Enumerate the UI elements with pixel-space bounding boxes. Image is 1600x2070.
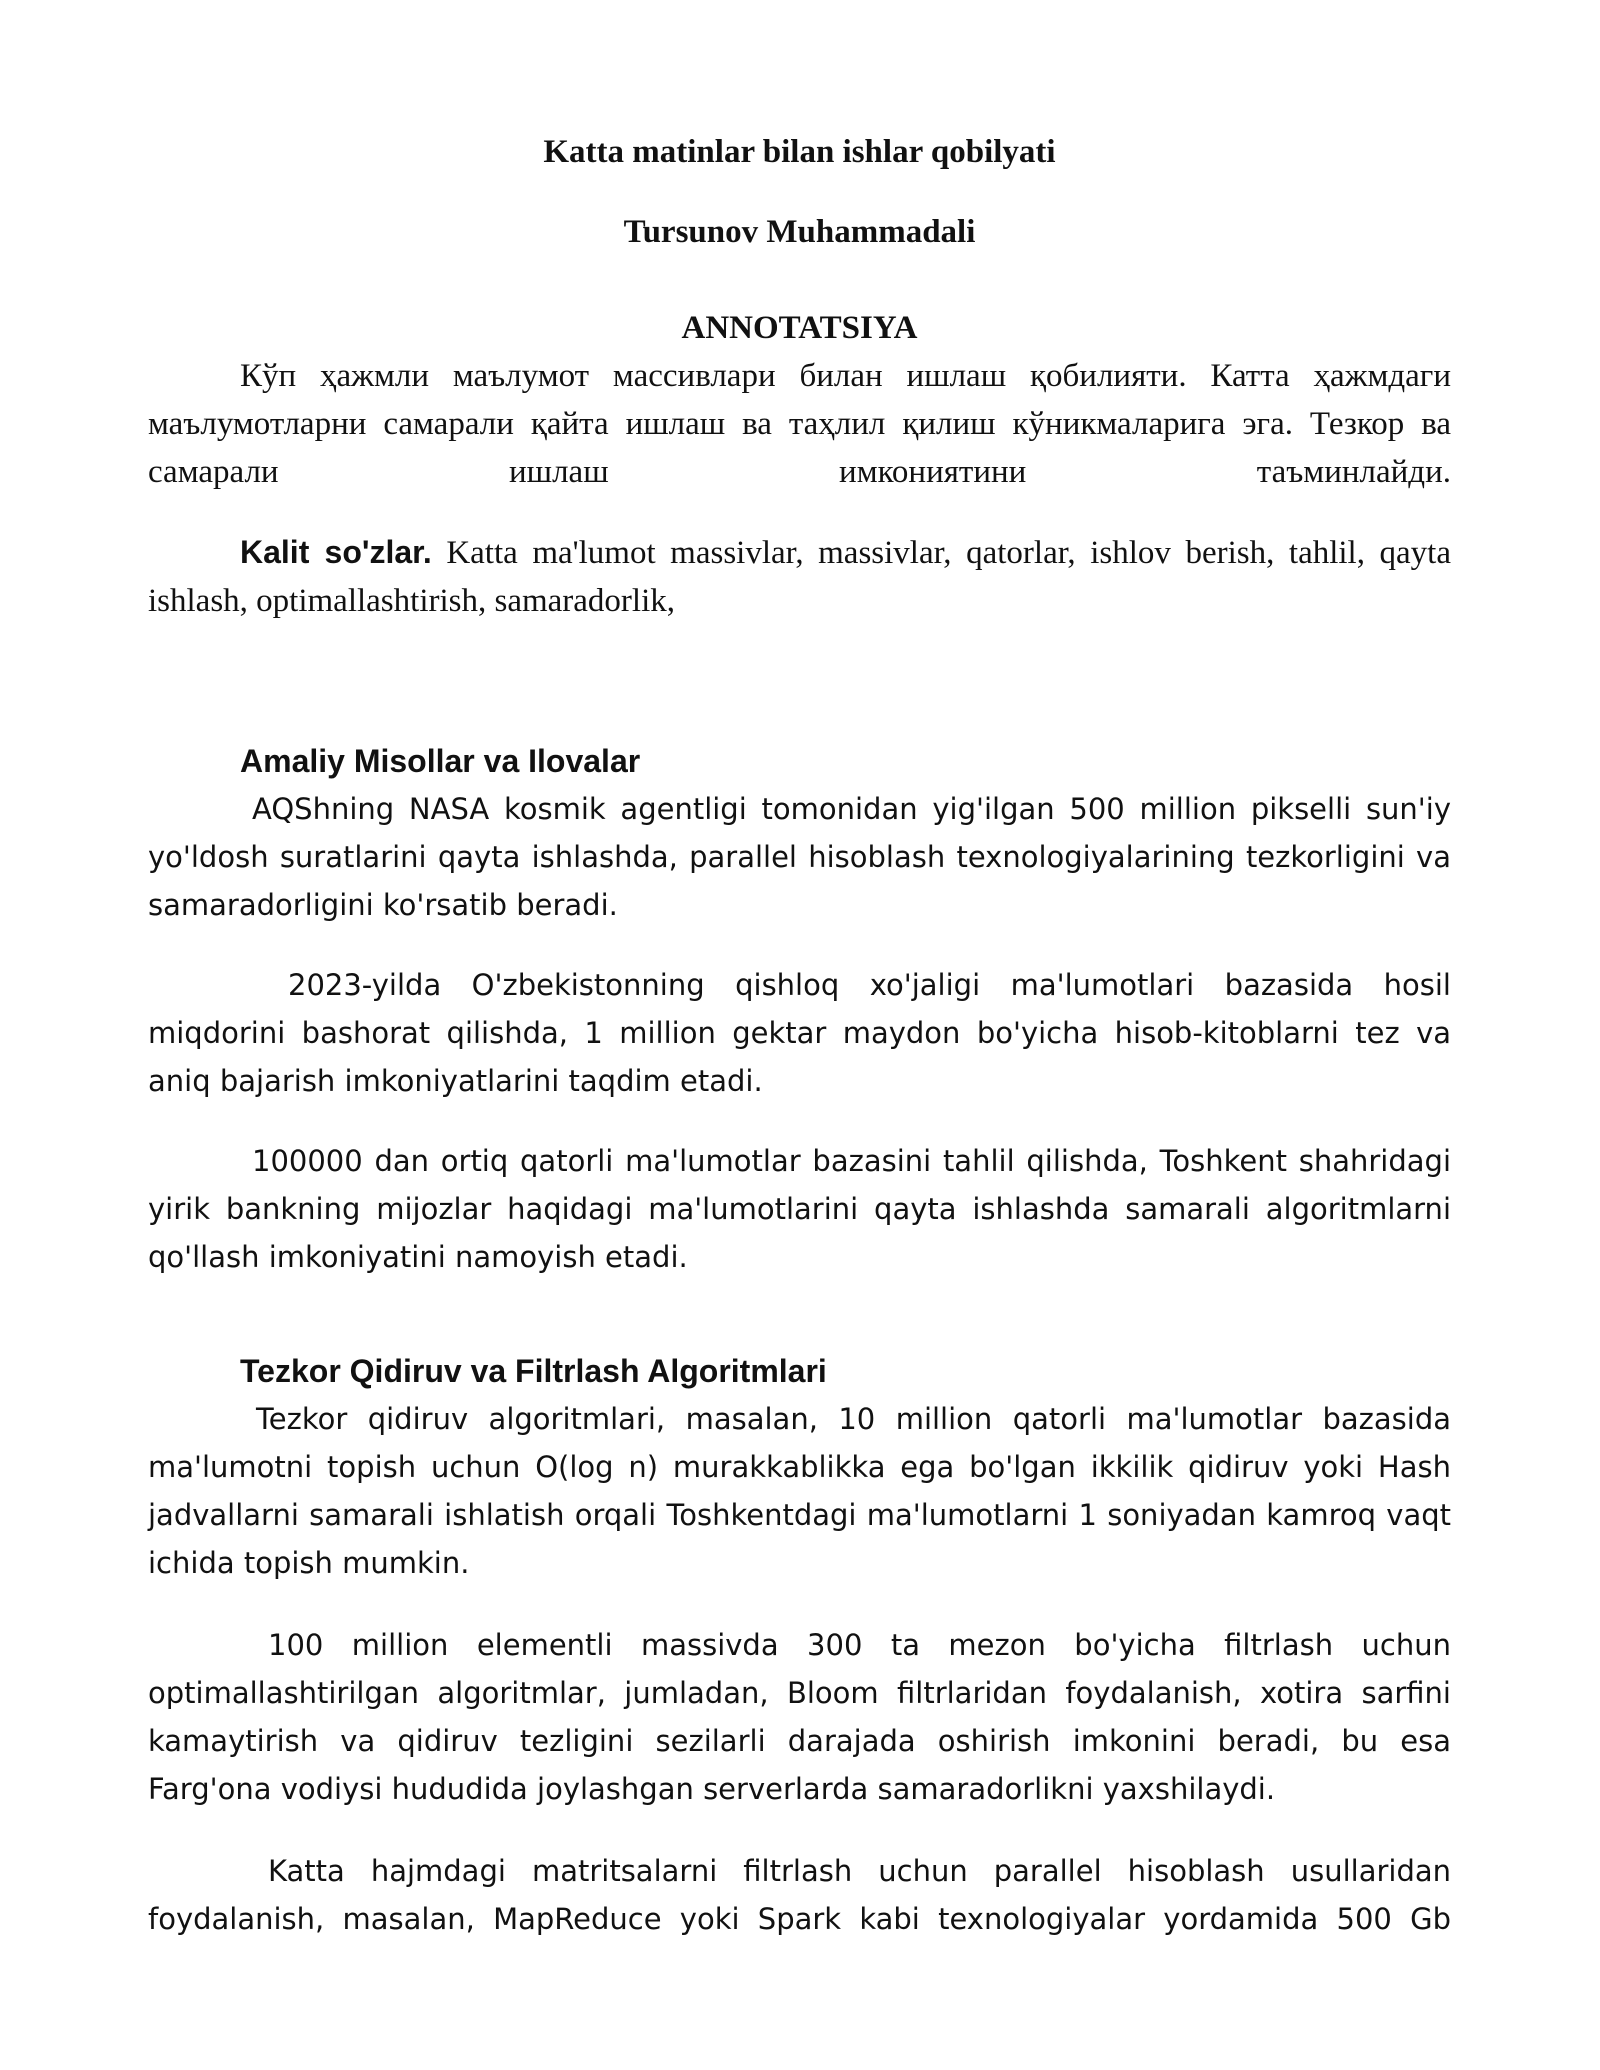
section2-paragraph: 100 million elementli massivda 300 ta mezon bo'yicha filtrlash uchun optimallashtirilgan algoritmlar, jumladan, Bloom filtrlaridan foydalanish, xotira sarfini kamaytirish va qidiruv tezligini sezilarli darajada oshirish imkonini beradi, bu esa Farg'ona vodiysi hududida joylashgan serverlarda samaradorlikni yaxshilaydi. — [148, 1628, 1451, 1806]
spacer — [148, 1281, 1451, 1347]
section1-paragraph: 2023-yilda O'zbekistonning qishloq xo'jaligi ma'lumotlari bazasida hosil miqdorini bashorat qilishda, 1 million gektar maydon bo'yicha hisob-kitoblarni tez va aniq bajarish imkoniyatlarini taqdim etadi. — [148, 968, 1451, 1098]
spacer — [148, 1813, 1451, 1847]
document-body — [148, 128, 1451, 1943]
keywords-paragraph — [148, 528, 1451, 625]
spacer — [148, 1105, 1451, 1137]
spacer — [148, 1587, 1451, 1621]
keywords-text: Katta ma'lumot massivlar, massivlar, qatorlar, ishlov berish, tahlil, qayta ishlash, optimallashtirish, samaradorlik, — [148, 535, 1451, 619]
document-author: Tursunov Muhammadali — [623, 214, 976, 250]
keywords-label: Kalit so'zlar. — [240, 534, 432, 570]
spacer — [148, 496, 1451, 528]
annotation-paragraph: Кўп ҳажмли маълумот массивлари билан ишлаш қобилияти. Катта ҳажмдаги маълумотларни самарали қайта ишлаш ва таҳлил қилиш кўникмаларига эга. Тезкор ва самарали ишлаш имкониятини таъминлайди. — [148, 358, 1451, 490]
section-heading-amaliy: Amaliy Misollar va Ilovalar — [240, 743, 641, 779]
annotation-heading: ANNOTATSIYA — [681, 310, 918, 346]
section1-paragraph: AQShning NASA kosmik agentligi tomonidan yig'ilgan 500 million pikselli sun'iy yo'ldosh suratlarini qayta ishlashda, parallel hisoblash texnologiyalarining tezkorligini va samaradorligini ko'rsatib beradi. — [148, 792, 1451, 922]
section-heading-tezkor: Tezkor Qidiruv va Filtrlash Algoritmlari — [240, 1353, 827, 1389]
document-title: Katta matinlar bilan ishlar qobilyati — [543, 134, 1056, 170]
section2-paragraph: Tezkor qidiruv algoritmlari, masalan, 10 million qatorli ma'lumotlar bazasida ma'lumotni topish uchun O(log n) murakkablikka ega bo'lgan ikkilik qidiruv yoki Hash jadvallarni samarali ishlatish orqali Toshkentdagi ma'lumotlarni 1 soniyadan kamroq vaqt ichida topish mumkin. — [148, 1402, 1451, 1580]
spacer — [148, 625, 1451, 737]
section1-paragraph: 100000 dan ortiq qatorli ma'lumotlar bazasini tahlil qilishda, Toshkent shahridagi yirik bankning mijozlar haqidagi ma'lumotlarini qayta ishlashda samarali algoritmlarni qo'llash imkoniyatini namoyish etadi. — [148, 1144, 1451, 1274]
spacer — [148, 929, 1451, 961]
section2-paragraph: Katta hajmdagi matritsalarni filtrlash uchun parallel hisoblash usullaridan foydalanish, masalan, MapReduce yoki Spark kabi texnologiyalar yordamida 500 Gb — [148, 1854, 1451, 1936]
